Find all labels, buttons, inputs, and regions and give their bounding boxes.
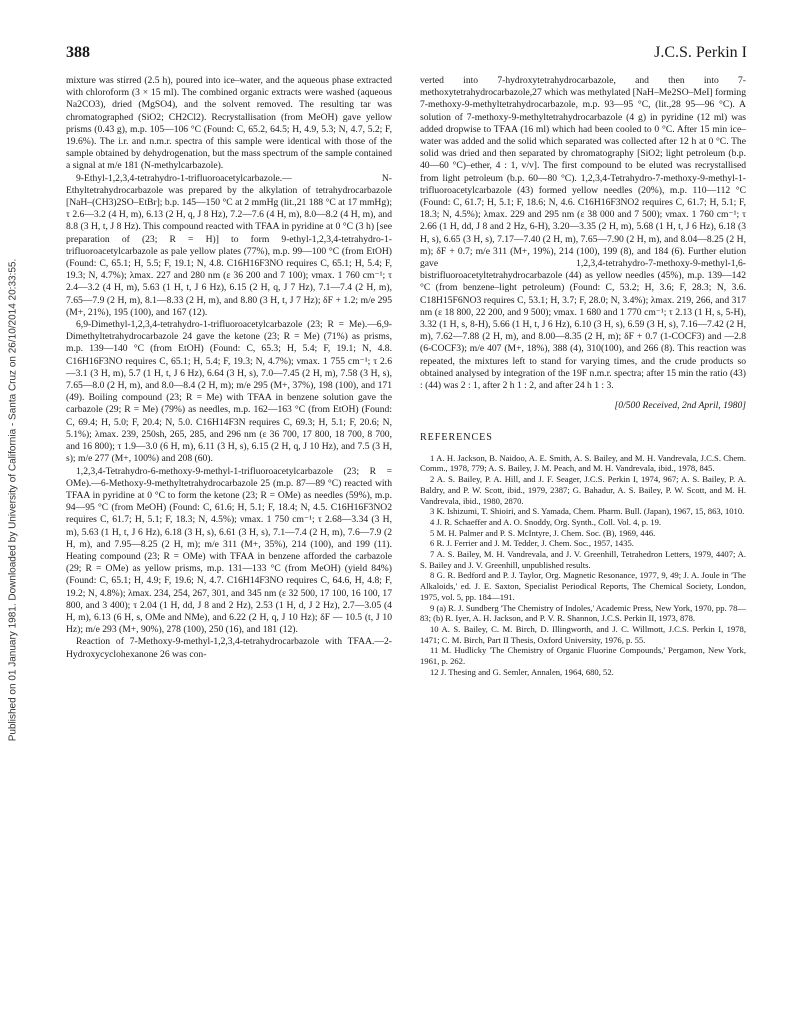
download-notice-text: Published on 01 January 1981. Downloaded by University of California - Santa Cruz on 26/10/2014 20:33:55. [7, 258, 19, 742]
reference-item: 11 M. Hudlicky 'The Chemistry of Organic Fluorine Compounds,' Pergamon, New York, 1961, p. 262. [420, 645, 746, 667]
paragraph: verted into 7-hydroxytetrahydrocarbazole, and then into 7-methoxytetrahydrocarbazole,27 which was methylated [NaH–Me2SO–MeI] forming 7-methoxy-9-methyltetrahydrocarbazole, m.p. 93—95 °C, (lit.,28 95—96 °C). A solution of 7-methoxy-9-methyltetrahydrocarbazole (4 g) in pyridine (12 ml) was added dropwise to TFAA (16 ml) which had been cooled to 0 °C. After 15 min ice–water was added and the solid which separated was collected after 12 h at 0 °C. The solid was dried and then separated by chromatography [SiO2; light petroleum (b.p. 40—60 °C)–ether, 4 : 1, v/v]. The first compound to be eluted was recrystallised from light petroleum (b.p. 60—80 °C). 1,2,3,4-Tetrahydro-7-methoxy-9-methyl-1-trifluoroacetylcarbazole (43) formed yellow needles (20%), m.p. 110—112 °C (Found: C, 61.7; H, 5.1; F, 18.6; N, 4.6. C16H16F3NO2 requires C, 61.7; H, 5.1; F, 18.3; N, 4.5%); λmax. 229 and 295 nm (ε 38 000 and 7 500); νmax. 1 760 cm⁻¹; τ 2.66 (1 H, dd, J 8 and 2 Hz, 6-H), 3.20—3.35 (2 H, m), 5.68 (1 H, t, J 6 Hz), 6.18 (3 H, s), 6.65 (3 H, s), 7.17—7.40 (2 H, m), 7.65—7.90 (2 H, m), and 8.04—8.25 (2 H, m); δF + 0.7; m/e 311 (M+, 19%), 214 (100), 199 (8), and 184 (6). Further elution gave 1,2,3,4-tetrahydro-7-methoxy-9-methyl-1,6-bistrifluoroacetyltetrahydrocarbazole (44) as yellow needles (45%), m.p. 139—142 °C (from benzene–light petroleum) (Found: C, 53.2; H, 3.6; F, 28.3; N, 3.6. C18H15F6NO3 requires C, 53.1; H, 3.7; F, 28.0; N, 3.4%); λmax. 219, 266, and 317 nm (ε 18 800, 22 200, and 9 500); νmax. 1 680 and 1 770 cm⁻¹; τ 2.13 (1 H, s, 5-H), 3.32 (1 H, s, 8-H), 5.66 (1 H, t, J 6 Hz), 6.10 (3 H, s), 6.59 (3 H, s), 7.16—7.42 (2 H, m), 7.62—7.88 (2 H, m), and 8.00—8.35 (2 H, m); δF + 0.7 (1-COCF3) and —2.8 (6-COCF3); m/e 407 (M+, 18%), 388 (4), 310(100), and 266 (8). This reaction was repeated, the mixtures left to stand for varying times, and the crude products so obtained analysed by integration of the 19F n.m.r. spectra; after 15 min the ratio (43) : (44) was 2 : 1, after 2 h 1 : 2, and after 24 h 1 : 3. [420, 75, 746, 392]
left-column [66, 75, 392, 661]
paragraph: mixture was stirred (2.5 h), poured into ice–water, and the aqueous phase extracted with chloroform (3 × 15 ml). The combined organic extracts were washed (aqueous Na2CO3), dried (MgSO4), and the solvent removed. The resulting tar was chromatographed (SiO2; CH2Cl2). Recrystallisation (from MeOH) gave yellow prisms (0.43 g), m.p. 105—106 °C (Found: C, 65.2, 64.5; H, 4.9, 5.3; N, 4.7, 5.2; F, 19.6%). The i.r. and n.m.r. spectra of this sample were identical with those of the sample obtained by dehydrogenation, but the mass spectrum of the sample contained a signal at m/e 181 (N-methylcarbazole). [66, 75, 392, 172]
paragraph: Reaction of 7-Methoxy-9-methyl-1,2,3,4-tetrahydrocarbazole with TFAA.—2-Hydroxycyclohexanone 26 was con- [66, 636, 392, 660]
reference-item: 12 J. Thesing and G. Semler, Annalen, 1964, 680, 52. [430, 666, 614, 677]
journal-name: J.C.S. Perkin I [654, 44, 747, 61]
references-heading: REFERENCES [420, 432, 493, 444]
reference-item: 7 A. S. Bailey, M. H. Vandrevala, and J. V. Greenhill, Tetrahedron Letters, 1979, 4407; A. S. Bailey and J. V. Greenhill, unpublished results. [420, 549, 746, 570]
download-notice-sidebar [6, 150, 20, 850]
page-header [66, 44, 747, 66]
page-number: 388 [66, 44, 90, 61]
reference-item: 4 J. R. Schaeffer and A. O. Snoddy, Org. Synth., Coll. Vol. 4, p. 19. [430, 516, 662, 527]
references-list [420, 453, 746, 678]
reference-item: 8 G. R. Bedford and P. J. Taylor, Org. Magnetic Resonance, 1977, 9, 49; J. A. Joule in 'The Alkaloids,' ed. J. E. Saxton, Specialist Periodical Reports, The Chemical Society, London, 1975, vol. 5, pp. 184—191. [420, 570, 746, 602]
reference-item: 2 A. S. Bailey, P. A. Hill, and J. F. Seager, J.C.S. Perkin I, 1974, 967; A. S. Bailey, P. A. Baldry, and P. W. Scott, ibid., 1979, 2387; G. Bahadur, A. S. Bailey, P. W. Scott, and M. H. Vandrevala, ibid., 1980, 2870. [420, 474, 746, 506]
reference-item: 10 A. S. Bailey, C. M. Birch, D. Illingworth, and J. C. Willmott, J.C.S. Perkin I, 1978, 1471; C. M. Birch, Part II Thesis, Oxford University, 1976, p. 55. [420, 623, 746, 645]
right-column-body [420, 75, 746, 392]
right-column [420, 75, 746, 677]
paragraph: 1,2,3,4-Tetrahydro-6-methoxy-9-methyl-1-trifluoroacetylcarbazole (23; R = OMe).—6-Methoxy-9-methyltetrahydrocarbazole 25 (m.p. 87—89 °C) reacted with TFAA in pyridine at 0 °C to form the ketone (23; R = OMe) as needles (59%), m.p. 94—95 °C (from MeOH) (Found: C, 61.6; H, 5.1; F, 18.4; N, 4.5. C16H16F3NO2 requires C, 61.7; H, 5.1; F, 18.3; N, 4.5%); νmax. 1 750 cm⁻¹; τ 2.68—3.34 (3 H, m), 5.63 (1 H, t, J 6 Hz), 6.18 (3 H, s), 6.61 (3 H, s), 7.1—7.4 (2 H, m), 7.6—7.9 (2 H, m), and 7.95—8.25 (2 H, m); m/e 311 (M+, 35%), 214 (100), and 199 (11). Heating compound (23; R = OMe) with TFAA in benzene afforded the carbazole (29; R = OMe) as yellow prisms, m.p. 131—133 °C (from MeOH) (yield 84%) (Found: C, 65.1; H, 4.9; F, 19.6; N, 4.7. C16H14F3NO requires C, 64.6, H, 4.8; F, 19.2; N, 4.8%); λmax. 234, 254, 267, 301, and 345 nm (ε 32 500, 17 100, 16 100, 17 800, and 3 400); τ 2.04 (1 H, dd, J 8 and 2 Hz), 2.53 (1 H, d, J 2 Hz), 2.7—3.05 (4 H, m), 6.13 (6 H, s, OMe and NMe), and 6.22 (2 H, q, J 10 Hz); δF — 10.5 (t, J 10 Hz); m/e 293 (M+, 90%), 278 (100), 250 (16), and 181 (12). [66, 465, 392, 636]
paragraph: 6,9-Dimethyl-1,2,3,4-tetrahydro-1-trifluoroacetylcarbazole (23; R = Me).—6,9-Dimethyltetrahydrocarbazole 24 gave the ketone (23; R = Me) (71%) as prisms, m.p. 139—140 °C (from EtOH) (Found: C, 65.3; H, 5.4; F, 19.1; N, 4.8. C16H16F3NO requires C, 65.1; H, 5.4; F, 19.3; N, 4.7%); νmax. 1 755 cm⁻¹; τ 2.6—3.1 (3 H, m), 5.7 (1 H, t, J 6 Hz), 6.64 (3 H, s), 7.0—7.45 (2 H, m), 7.58 (3 H, s), 7.65—8.0 (2 H, m), and 8.0—8.4 (2 H, m); m/e 295 (M+, 37%), 198 (100), and 171 (49). Boiling compound (23; R = Me) with TFAA in benzene solution gave the carbazole (29; R = Me) (79%) as needles, m.p. 162—163 °C (from EtOH) (Found: C, 69.4; H, 5.0; F, 20.4; N, 5.0. C16H14F3N requires C, 69.3; H, 5.1; F, 20.6; N, 5.1%); λmax. 239, 250sh, 265, 285, and 296 nm (ε 36 700, 17 800, 18 700, 8 700, and 16 800); τ 1.9—3.0 (6 H, m), 6.11 (3 H, s), 6.15 (2 H, q, J 10 Hz), and 7.5 (3 H, s); m/e 277 (M+, 100%) and 208 (60). [66, 319, 392, 465]
received-date: [0/500 Received, 2nd April, 1980] [614, 400, 746, 412]
reference-item: 3 K. Ishizumi, T. Shioiri, and S. Yamada, Chem. Pharm. Bull. (Japan), 1967, 15, 863, 1010. [430, 506, 745, 517]
reference-item: 9 (a) R. J. Sundberg 'The Chemistry of Indoles,' Academic Press, New York, 1970, pp. 78—83; (b) R. Iyer, A. H. Jackson, and P. V. R. Shannon, J.C.S. Perkin II, 1973, 878. [420, 602, 746, 624]
reference-item: 6 R. J. Ferrier and J. M. Tedder, J. Chem. Soc., 1957, 1435. [430, 538, 634, 549]
reference-item: 5 M. H. Palmer and P. S. McIntyre, J. Chem. Soc. (B), 1969, 446. [430, 527, 656, 538]
paragraph: 9-Ethyl-1,2,3,4-tetrahydro-1-trifluoroacetylcarbazole.— N-Ethyltetrahydrocarbazole was prepared by the alkylation of tetrahydrocarbazole [NaH–(CH3)2SO–EtBr]; b.p. 145—150 °C at 2 mmHg (lit.,21 188 °C at 17 mmHg); τ 2.6—3.2 (4 H, m), 6.13 (2 H, q, J 8 Hz), 7.2—7.6 (4 H, m), 8.0—8.2 (4 H, m), and 8.8 (3 H, t, J 8 Hz). This compound reacted with TFAA in pyridine at 0 °C (3 h) [see preparation of (23; R = H)] to form 9-ethyl-1,2,3,4-tetrahydro-1-trifluoroacetylcarbazole as pale yellow plates (77%), m.p. 99—100 °C (from EtOH) (Found: C, 65.1; H, 5.5; F, 19.1; N, 4.8. C16H16F3NO requires C, 65.1; H, 5.4; F, 19.3; N, 4.7%); λmax. 227 and 280 nm (ε 36 200 and 7 100); νmax. 1 760 cm⁻¹; τ 2.4—3.2 (4 H, m), 5.63 (1 H, t, J 6 Hz), 6.15 (2 H, q, J 7 Hz), 7.1—7.4 (2 H, m), 7.65—7.9 (2 H, m), 8.1—8.33 (2 H, m), and 8.80 (3 H, t, J 7 Hz); δF + 1.2; m/e 295 (M+, 21%), 195 (100), and 167 (12). [66, 172, 392, 318]
reference-item: 1 A. H. Jackson, B. Naidoo, A. E. Smith, A. S. Bailey, and M. H. Vandrevala, J.C.S. Chem. Comm., 1978, 779; A. S. Bailey, J. M. Peach, and M. H. Vandrevala, ibid., 1978, 845. [420, 452, 746, 474]
